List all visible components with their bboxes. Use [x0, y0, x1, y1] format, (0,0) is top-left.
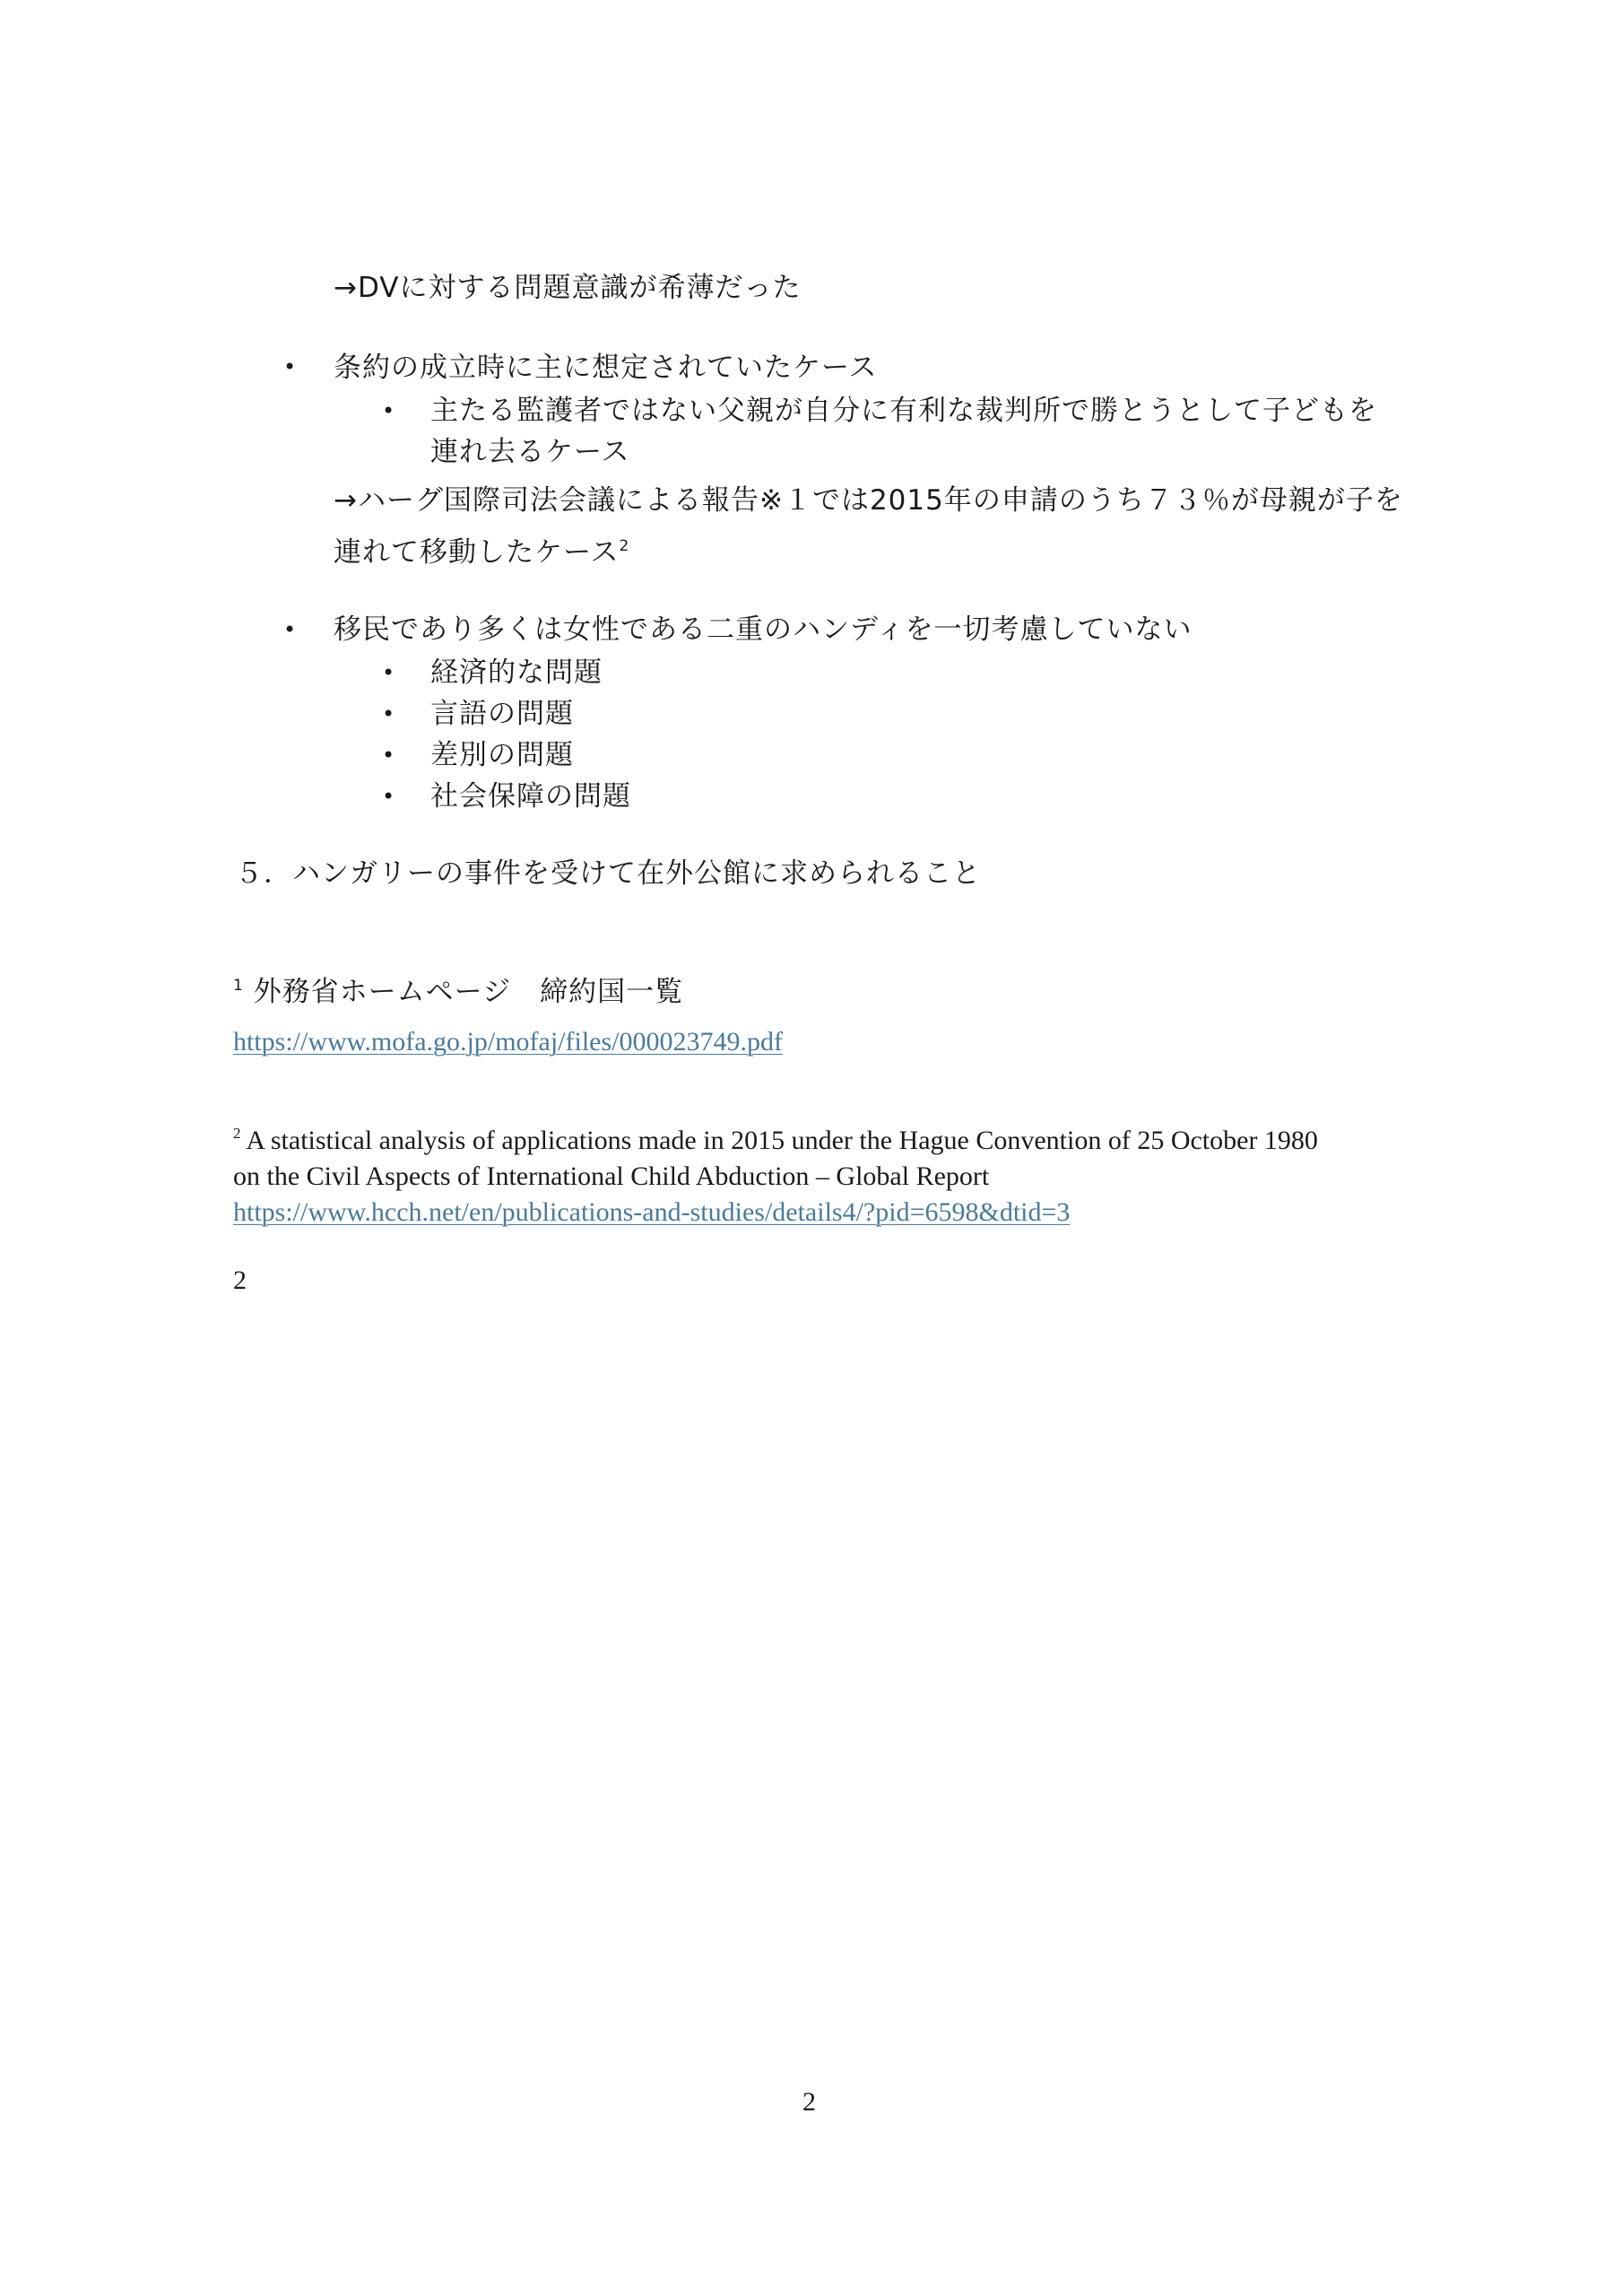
footnote-1 — [233, 976, 683, 1009]
bullet2-item: 言語の問題 — [430, 698, 574, 730]
footnote-ref-2[interactable]: 2 — [619, 537, 630, 555]
footnote-2-line1 — [233, 1125, 1318, 1157]
footnote-page-label: 2 — [233, 1265, 247, 1295]
bullet1-sub-line1: 主たる監護者ではない父親が自分に有利な裁判所で勝とうとして子どもを — [430, 395, 1377, 427]
hague-report-line: →ハーグ国際司法会議による報告※１では2015年の申請のうち７３％が母親が子を — [334, 484, 1403, 517]
dv-awareness-line: →DVに対する問題意識が希薄だった — [334, 272, 802, 304]
footnote-2-number: 2 — [233, 1125, 241, 1142]
bullet-point: • — [382, 398, 395, 423]
bullet-point: • — [382, 701, 395, 726]
bullet-point: • — [283, 617, 297, 642]
hague-report-line2 — [334, 536, 629, 570]
bullet1-sub-line2: 連れ去るケース — [430, 436, 630, 468]
bullet-point: • — [382, 784, 395, 809]
bullet-point: • — [283, 354, 297, 379]
footnote-1-number: 1 — [233, 977, 244, 995]
bullet-point: • — [382, 660, 395, 685]
footnote-1-text: 外務省ホームページ 締約国一覧 — [253, 976, 684, 1008]
bullet2-label: 移民であり多くは女性である二重のハンディを一切考慮していない — [334, 613, 1193, 646]
footnote-2-link[interactable]: https://www.hcch.net/en/publications-and-studies/details4/?pid=6598&dtid=3 — [233, 1197, 1071, 1227]
footnote-2-line1-text: A statistical analysis of applications made in 2015 under the Hague Convention of 25 October 1980 — [246, 1126, 1318, 1155]
page-number: 2 — [802, 2087, 816, 2117]
bullet2-item: 社会保障の問題 — [430, 780, 631, 813]
bullet2-item: 経済的な問題 — [430, 657, 603, 689]
bullet1-label: 条約の成立時に主に想定されていたケース — [334, 352, 878, 384]
footnote-1-link[interactable]: https://www.mofa.go.jp/mofaj/files/000023749.pdf — [233, 1027, 783, 1057]
section-5-heading: ５．ハンガリーの事件を受けて在外公館に求められること — [235, 857, 981, 890]
hague-report-line2-text: 連れて移動したケース — [334, 536, 620, 569]
bullet2-item: 差別の問題 — [430, 739, 574, 771]
bullet-point: • — [382, 743, 395, 768]
footnote-2-line2: on the Civil Aspects of International Child Abduction – Global Report — [233, 1161, 990, 1191]
